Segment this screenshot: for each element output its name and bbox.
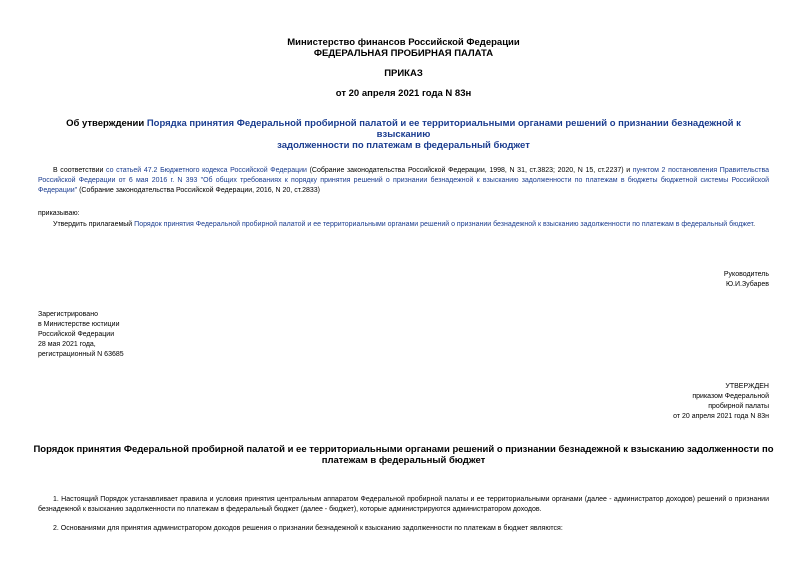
preamble-paragraph: В соответствии со статьей 47.2 Бюджетного кодекса Российской Федерации (Собрание законодательства Российской Федерации, 1998, N 31, ст.3823; 2020, N 15, ст.2237) и пунктом 2 постановления Правительства Российской Федерации от 6 мая 2016 г. N 393 "Об общих требованиях к порядку принятия решений о признании безнадежной к взысканию задолженности по платежам в бюджеты бюджетной системы Российской Федерации" (Собрание законодательства Российской Федерации, 2016, N 20, ст.2833) xyxy=(38,167,769,194)
order-paragraph: Утвердить прилагаемый Порядок принятия Федеральной пробирной палатой и ее территориальными органами решений о признании безнадежной к взысканию задолженности по платежам в федеральный бюджет. xyxy=(53,221,756,228)
title-prefix: Об утверждении xyxy=(66,118,147,129)
procedure-item-2: 2. Основаниями для принятия администратором доходов решения о признании безнадежной к взысканию задолженности по платежам в бюджет являются: xyxy=(53,525,563,532)
registration-line-5: регистрационный N 63685 xyxy=(38,351,124,358)
budget-code-link[interactable]: со статьей 47.2 Бюджетного кодекса Российской Федерации xyxy=(106,167,307,174)
government-decree-link[interactable]: пунктом 2 постановления Правительства Российской Федерации от 6 мая 2016 г. N 393 "Об общих требованиях к порядку принятия решений о признании безнадежной к взысканию задолженности по платежам в бюджеты бюджетной системы Российской Федерации" xyxy=(38,167,769,194)
signer-name: Ю.И.Зубарев xyxy=(725,281,769,288)
registration-line-2: в Министерстве юстиции xyxy=(38,321,120,328)
order-word: приказываю: xyxy=(38,210,80,217)
approved-line-3: пробирной палаты xyxy=(708,403,769,410)
signer-position: Руководитель xyxy=(723,271,769,278)
approved-line-4: от 20 апреля 2021 года N 83н xyxy=(673,413,769,420)
registration-line-3: Российской Федерации xyxy=(38,331,115,338)
approved-line-1: УТВЕРЖДЕН xyxy=(725,383,769,390)
title-link[interactable]: Порядка принятия Федеральной пробирной палатой и ее территориальными органами решений о признании безнадежной к взысканию задолженности по платежам в федеральный бюджет xyxy=(146,118,741,151)
ministry-name: Министерство финансов Российской Федерации xyxy=(287,37,520,48)
document-type: ПРИКАЗ xyxy=(384,68,423,79)
procedure-item-1: 1. Настоящий Порядок устанавливает правила и условия принятия центральным аппаратом Федеральной пробирной палаты и ее территориальными органами (далее - администратор доходов) решений о признании безнадежной к взысканию задолженности по платежам в федеральный бюджет (далее - бюджет), которые администрируются администратором доходов. xyxy=(38,496,769,513)
signature-block xyxy=(569,270,769,290)
approved-block xyxy=(569,382,769,422)
procedure-title: Порядок принятия Федеральной пробирной палатой и ее территориальными органами решений о признании безнадежной к взысканию задолженности по платежам в федеральный бюджет xyxy=(33,444,774,466)
approved-line-2: приказом Федеральной xyxy=(692,393,769,400)
procedure-link[interactable]: Порядок принятия Федеральной пробирной палатой и ее территориальными органами решений о признании безнадежной к взысканию задолженности по платежам в федеральный бюджет xyxy=(134,221,754,228)
document-date: от 20 апреля 2021 года N 83н xyxy=(335,88,472,99)
registration-line-4: 28 мая 2021 года, xyxy=(38,341,96,348)
registration-block xyxy=(38,310,124,360)
document-title xyxy=(60,118,747,151)
chamber-name: ФЕДЕРАЛЬНАЯ ПРОБИРНАЯ ПАЛАТА xyxy=(313,48,494,59)
registration-line-1: Зарегистрировано xyxy=(38,311,98,318)
